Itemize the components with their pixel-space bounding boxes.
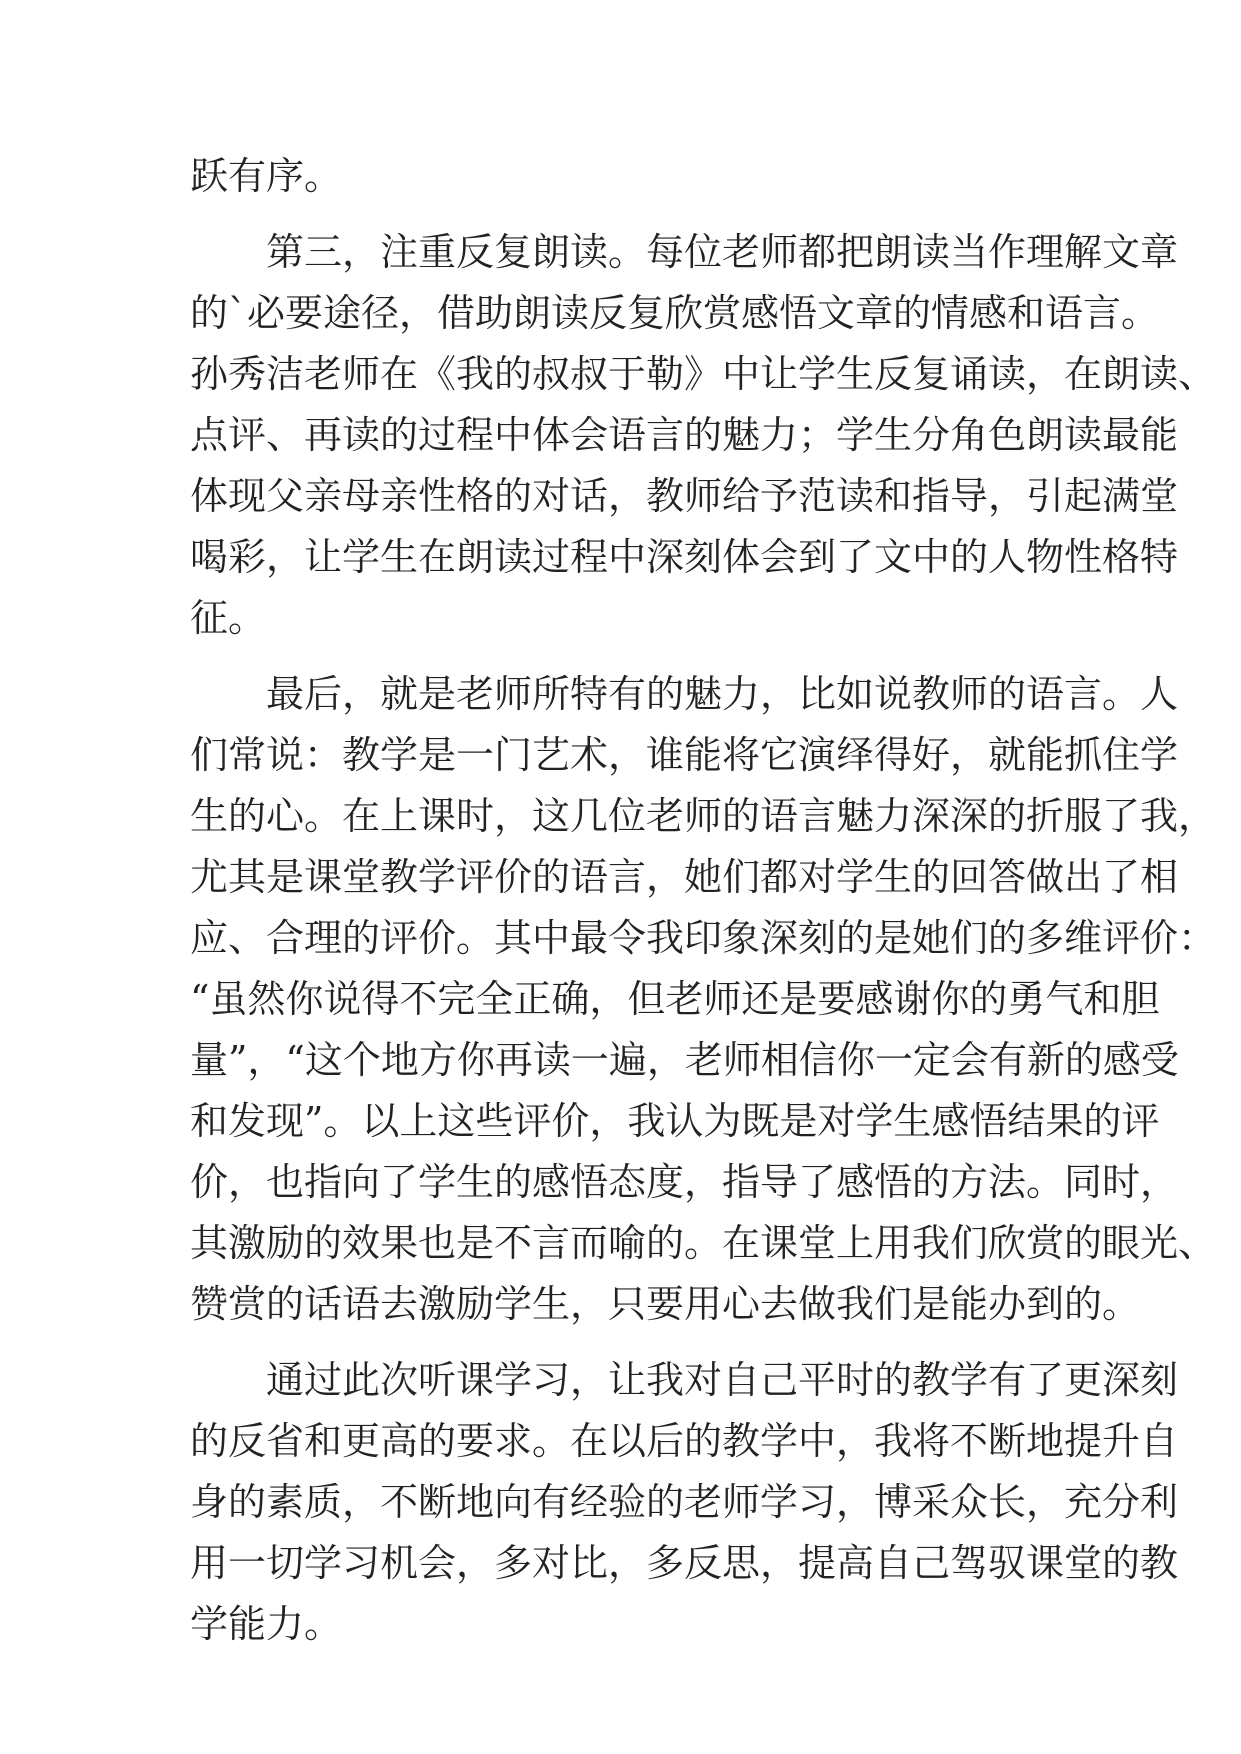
text-line: 应、合理的评价。其中最令我印象深刻的是她们的多维评价： bbox=[190, 916, 1217, 960]
text-line: 用一切学习机会，多对比，多反思，提高自己驾驭课堂的教 bbox=[190, 1541, 1179, 1585]
text-line: 其激励的效果也是不言而喻的。在课堂上用我们欣赏的眼光、 bbox=[190, 1221, 1217, 1265]
text-line: “虽然你说得不完全正确，但老师还是要感谢你的勇气和胆 bbox=[190, 977, 1160, 1021]
text-line: 喝彩，让学生在朗读过程中深刻体会到了文中的人物性格特 bbox=[190, 535, 1179, 579]
text-line: 最后，就是老师所特有的魅力，比如说教师的语言。人 bbox=[266, 672, 1179, 716]
text-line: 孙秀洁老师在《我的叔叔于勒》中让学生反复诵读，在朗读、 bbox=[190, 352, 1217, 396]
text-line: 通过此次听课学习，让我对自己平时的教学有了更深刻 bbox=[266, 1358, 1179, 1402]
text-line: 身的素质，不断地向有经验的老师学习，博采众长，充分利 bbox=[190, 1480, 1179, 1524]
text-line: 们常说：教学是一门艺术，谁能将它演绎得好，就能抓住学 bbox=[190, 733, 1179, 777]
paragraph-4 bbox=[190, 1350, 1179, 1655]
paragraph-2 bbox=[190, 222, 1217, 649]
text-line: 生的心。在上课时，这几位老师的语言魅力深深的折服了我， bbox=[190, 794, 1217, 838]
text-line: 体现父亲母亲性格的对话，教师给予范读和指导，引起满堂 bbox=[190, 474, 1179, 518]
text-line: 第三，注重反复朗读。每位老师都把朗读当作理解文章 bbox=[266, 230, 1179, 274]
text-line: 尤其是课堂教学评价的语言，她们都对学生的回答做出了相 bbox=[190, 855, 1179, 899]
text-line: 征。 bbox=[190, 596, 267, 640]
text-line: 学能力。 bbox=[190, 1602, 343, 1646]
text-line: 跃有序。 bbox=[190, 154, 343, 198]
text-line: 的`必要途径，借助朗读反复欣赏感悟文章的情感和语言。 bbox=[190, 291, 1160, 335]
text-line: 和发现”。以上这些评价，我认为既是对学生感悟结果的评 bbox=[190, 1099, 1160, 1143]
text-line: 赞赏的话语去激励学生，只要用心去做我们是能办到的。 bbox=[190, 1282, 1141, 1326]
document-body bbox=[190, 146, 1217, 1655]
paragraph-3 bbox=[190, 664, 1217, 1335]
paragraph-1 bbox=[190, 146, 1070, 207]
text-line: 的反省和更高的要求。在以后的教学中，我将不断地提升自 bbox=[190, 1419, 1179, 1463]
text-line: 点评、再读的过程中体会语言的魅力；学生分角色朗读最能 bbox=[190, 413, 1179, 457]
text-line: 价，也指向了学生的感悟态度，指导了感悟的方法。同时， bbox=[190, 1160, 1179, 1204]
text-line: 量”，“这个地方你再读一遍，老师相信你一定会有新的感受 bbox=[190, 1038, 1179, 1082]
